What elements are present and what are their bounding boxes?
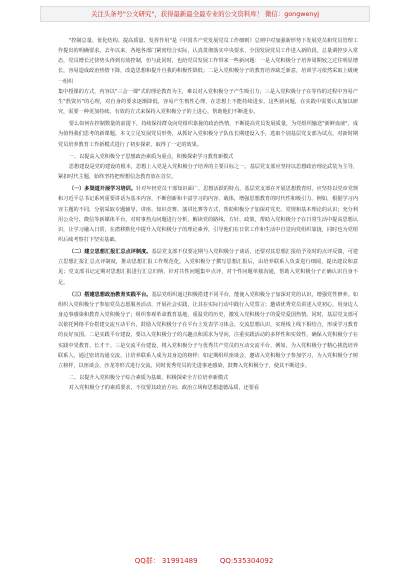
subsection-title: （一）多渠道开展学习培训。	[68, 186, 136, 193]
contact-footer	[0, 554, 408, 568]
paragraph-intro-continued: 集中授课的方式，内容以"三会一课"式的理论教育为主，难以对入党积极分子产生吸引力；三是入党积极分子在等待的过程中容易产生"熬资历"的心理，对自身的要求逐渐降低，容易产生惰性心理，在思想上不能持续进步。这些新问题，在实践中需要认真加以研究，需要一种更加持续、有效的方式来保持入党积极分子的上进心，帮助他们不断进步。	[58, 88, 358, 116]
paragraph-practice-platform: （三）搭建思想政治教育实践平台。基层党组织通过积极搭建不同平台，能使入党积极分子加深对党的认识，增强党性修养。如组织入党积极分子参加党员志愿服务活动，开展社会实践，让其在实际行动中践行入党誓言；邀请优秀党员讲述入党初心，用身边人身边事感染和教育入党积极分子；组织参观革命教育基地，重温党的历史，激发入党积极分子的爱党爱国热情。同时，基层党支部可以依托网络平台搭建交流互动平台，鼓励入党积极分子在平台上发表学习体会、交流思想认识，实现线上线下相结合，形成学习教育的良好氛围。二是实践平台建设，要以入党积极分子的兴趣点和需求为导向，注重实践活动的多样性和实效性，确保入党积极分子在实践中受教育、长才干。三是交流平台建设，将入党积极分子与优秀共产党员的互动交流平台，例如，为入党积极分子精心挑选培养联系人，通过密切沟通交流，让培养联系人成为其身边的榜样；如定期组织座谈会，邀请入党积极分子参加学习，为入党积极分子树立榜样，以座谈会、沙龙等形式进行交流，同时优秀党员的先进事迹感染，鼓舞入党积极分子，使其不断进步。	[58, 291, 359, 369]
section-heading-2: 二、以提升入党积极分子综合素质为基础，积极探索全方位培养新模式	[68, 375, 229, 381]
document-body	[58, 36, 358, 393]
subsection-title: （三）搭建思想政治教育实践平台。	[68, 291, 152, 298]
promo-banner-text: 关注头条号"公文研究"，获得最新最全最专业的公文资料库！ 微信：gongwenyj	[90, 10, 320, 18]
paragraph-quality: 对入党积极分子的素质要求，不仅要其政治方向、政治立场和思想道德品质，还要看	[68, 385, 260, 392]
subsection-title: （二）建立思想汇报汇总点评制度。	[68, 249, 152, 256]
paragraph-intro: "控制总量、优化结构、提高质量、发挥作用"是《中国共产党发展党员工作细则》总则中对加强新形势下发展党员和党员管理工作提出的明确要求。去年以来，各地各部门紧密结合实际，认真贯彻落实中央要求，全国发展党员工作进入新阶段。总量调控步入常态，党员增长过快势头得到有效控制，但与此同时，也给党员发展工作带来一些新问题：一是入党积极分子培养周期较之过往明显增长，容易造成政治热情下降，改造思想和提升自我的积极性降低；二是入党积极分子的教育培养缺乏新意，培训学习依然采取上级统一组织	[58, 38, 358, 85]
section-heading-1: 一、以提高入党积极分子思想政治素质为重点，积极探索学习教育新模式	[68, 153, 234, 160]
paragraph-training: （一）多渠道开展学习培训。针对年轻党员干部知识面广、思想活跃的特点，基层党支部在开展思想教育时，应坚持以党章党规和习近平总书记系列重要讲话为基本内容，不断创新和丰富学习的内容、载体，增强思想教育的时代性和吸引力。例如，根据学习内容主题的不同，分别采取专题辅导、讲座、知识竞赛、演讲比赛等方式，帮助积极分子加深对党史、党规和基本理论的认识；充分利用公众号、微信等新媒体平台，对时事热点问题进行分析，解读党的路线、方针、政策，帮助入党积极分子在日常生活中提高思想认识，让学习融入日常，在潜移默化中提升入党积极分子的理论素养，引导他们在日常工作和生活中自觉向党组织靠拢，同时也为党组织后续考察打下坚实基础。	[58, 186, 358, 243]
qq-contact-number: QQ:535304092	[219, 557, 274, 565]
qq-group-number: QQ群： 31991489	[134, 557, 198, 565]
paragraph-report-review: （二）建立思想汇报汇总点评制度。基层党支部不仅要定期与入党积极分子谈话，还要对其思想汇报给予及时的点评反馈，可建立思想汇报汇总点评制度，推动思想汇报工作规范化。入党积极分子撰写思想汇报后，由培养联系人负责进行细阅，提出建议和意见；党支部书记定期对思想汇报进行汇总归纳，针对共性问题集中点评，对个性问题单独沟通，帮助入党积极分子正确认识自身不足。	[58, 249, 359, 286]
paragraph-question: 要么如何在控制数量的前提下，持续保持群众向党组织靠拢的政治热情，不断提高党员发展质量，为党组织输送"新鲜血液"，成为值得我们思考的新课题。本文立足发展党员形势，从抓好入党积极分子队伍长期建设入手，选取个别基层党支部为试点，对新时期党员培养教育工作新模式进行了初步探索，取得了一定的效果。	[58, 121, 358, 148]
paragraph-ideology: 思想建设是党的建设的根本，思想上入党是入党积极分子培养的主要目标之一。基层党支部应坚持以思想政治理论武装为主导，紧扣时代主题，始终坚持把理想信念教育放在首位。	[58, 163, 358, 181]
promo-banner	[40, 6, 370, 22]
